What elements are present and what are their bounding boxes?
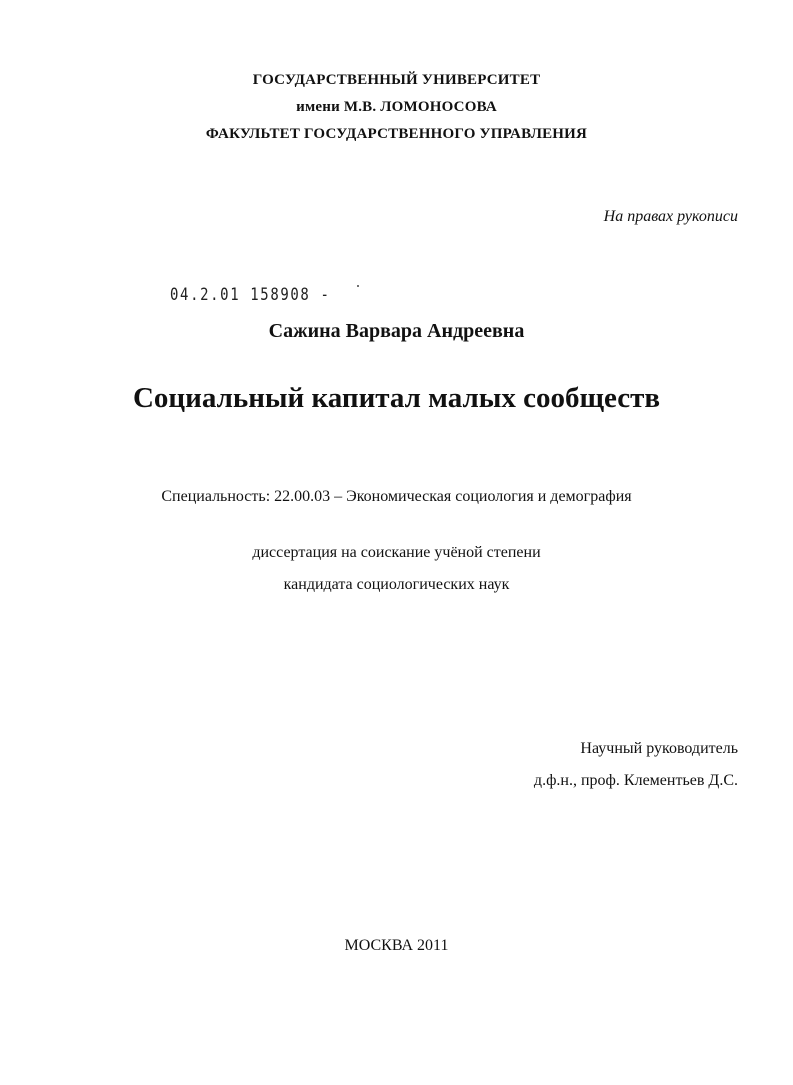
- author-name: Сажина Варвара Андреевна: [268, 320, 525, 342]
- scan-speck: [357, 285, 359, 287]
- faculty-name: ФАКУЛЬТЕТ ГОСУДАРСТВЕННОГО УПРАВЛЕНИЯ: [205, 126, 588, 142]
- supervisor-name: д.ф.н., проф. Клементьев Д.С.: [533, 772, 738, 789]
- degree-line-1: диссертация на соискание учёной степени: [252, 544, 541, 561]
- university-name: ГОСУДАРСТВЕННЫЙ УНИВЕРСИТЕТ: [252, 72, 541, 88]
- dissertation-title: Социальный капитал малых сообществ: [132, 382, 661, 414]
- city-year: МОСКВА 2011: [344, 937, 449, 954]
- archive-stamp-number: 04.2.01 158908 -: [170, 285, 331, 305]
- manuscript-rights-note: На правах рукописи: [603, 208, 738, 225]
- specialty-line: Специальность: 22.00.03 – Экономическая социология и демография: [161, 488, 632, 505]
- university-named-after: имени М.В. ЛОМОНОСОВА: [296, 99, 497, 115]
- degree-line-2: кандидата социологических наук: [283, 576, 510, 593]
- supervisor-role: Научный руководитель: [580, 740, 738, 757]
